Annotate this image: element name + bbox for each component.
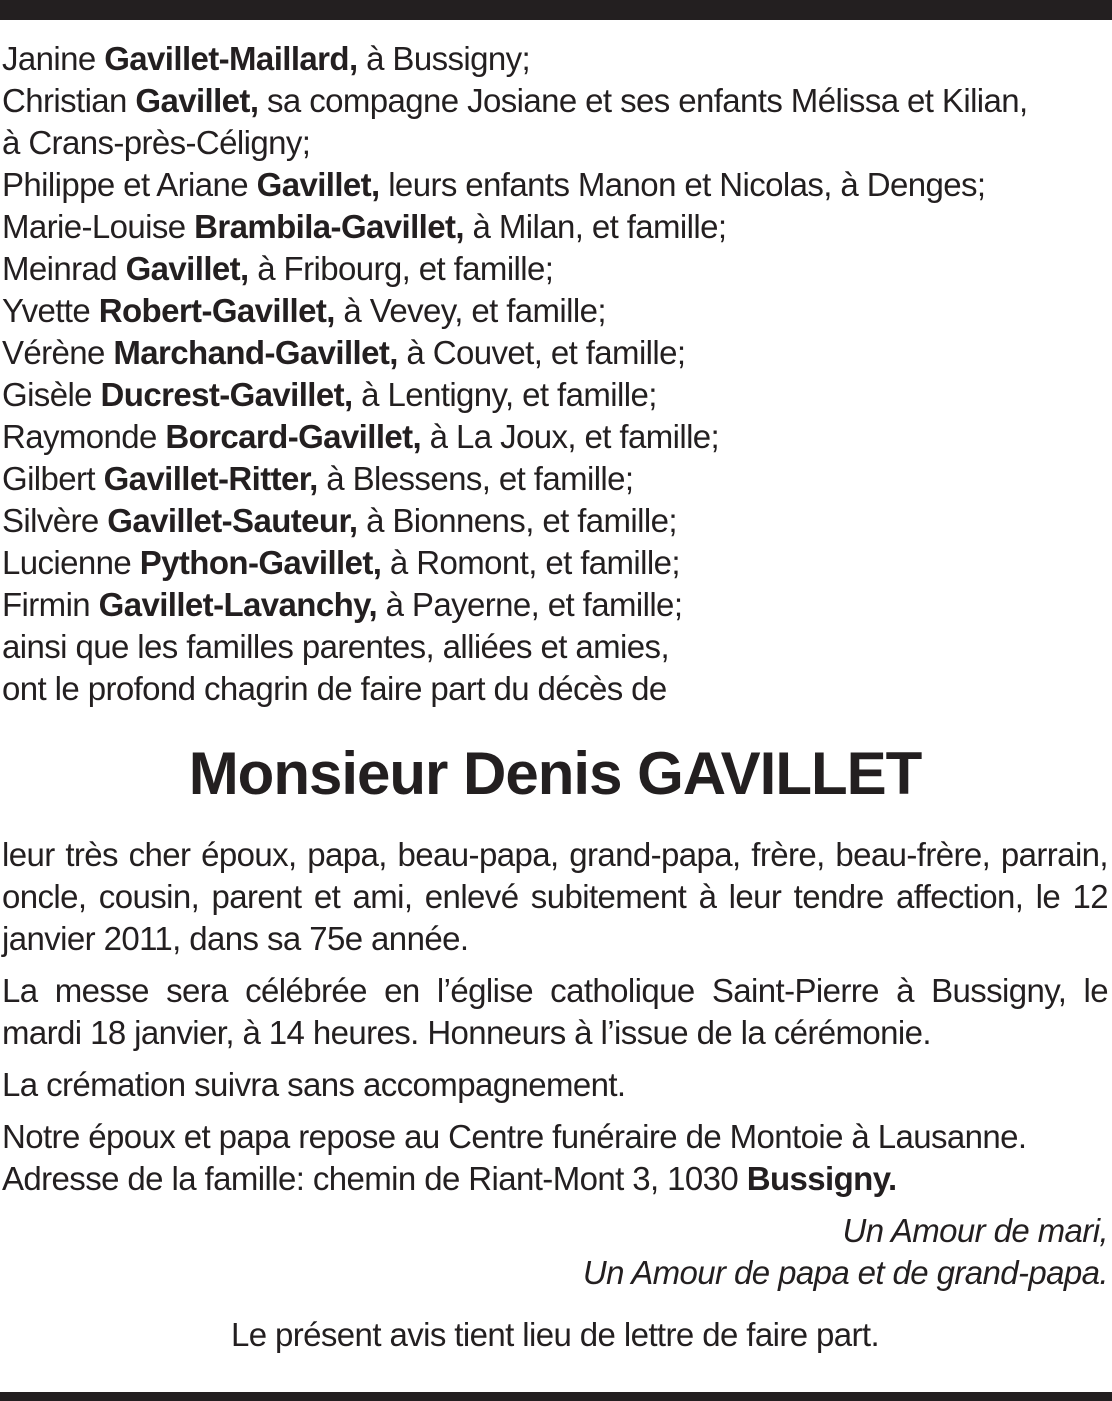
family-line	[2, 458, 1108, 500]
obituary-notice	[2, 38, 1108, 1356]
line-text: à Payerne, et famille;	[385, 586, 683, 623]
surname: Robert-Gavillet,	[98, 292, 335, 329]
family-line	[2, 206, 1108, 248]
given-name: Christian	[2, 82, 127, 119]
family-line	[2, 164, 1108, 206]
given-name: Meinrad	[2, 250, 118, 287]
quote-line-1: Un Amour de mari,	[842, 1212, 1108, 1249]
family-line	[2, 80, 1108, 122]
given-name: Janine	[2, 40, 96, 77]
line-text: ont le profond chagrin de faire part du décès de	[2, 670, 667, 707]
line-text: à Blessens, et famille;	[326, 460, 634, 497]
surname: Gavillet,	[256, 166, 380, 203]
line-text: à Bionnens, et famille;	[366, 502, 677, 539]
surname: Gavillet-Maillard,	[104, 40, 358, 77]
quote-line-2: Un Amour de papa et de grand-papa.	[582, 1254, 1108, 1291]
given-name: Gilbert	[2, 460, 95, 497]
line-text: à Romont, et famille;	[389, 544, 680, 581]
family-line	[2, 248, 1108, 290]
line-text: à Bussigny;	[366, 40, 531, 77]
family-line	[2, 584, 1108, 626]
family-address	[2, 1158, 1108, 1200]
family-line	[2, 668, 1108, 710]
family-line	[2, 122, 1108, 164]
line-text: à Couvet, et famille;	[406, 334, 686, 371]
given-name: Yvette	[2, 292, 91, 329]
surname: Gavillet-Lavanchy,	[98, 586, 378, 623]
address-city: Bussigny.	[746, 1160, 897, 1197]
family-line	[2, 332, 1108, 374]
surname: Borcard-Gavillet,	[165, 418, 422, 455]
family-line	[2, 416, 1108, 458]
line-text: à Fribourg, et famille;	[257, 250, 554, 287]
line-text: sa compagne Josiane et ses enfants Mélissa et Kilian,	[266, 82, 1028, 119]
line-text: à Vevey, et famille;	[343, 292, 606, 329]
given-name: Marie-Louise	[2, 208, 186, 245]
surname: Marchand-Gavillet,	[113, 334, 398, 371]
given-name: Vérène	[2, 334, 105, 371]
closing-note: Le présent avis tient lieu de lettre de faire part.	[230, 1316, 880, 1353]
cremation-paragraph: La crémation suivra sans accompagnement.	[2, 1066, 626, 1103]
line-text: à Crans-près-Céligny;	[2, 124, 311, 161]
surname: Gavillet,	[135, 82, 259, 119]
given-name: Gisèle	[2, 376, 92, 413]
rest-place-line: Notre époux et papa repose au Centre funéraire de Montoie à Lausanne.	[2, 1118, 1027, 1155]
tribute-quote	[2, 1210, 1108, 1294]
line-text: leurs enfants Manon et Nicolas, à Denges;	[388, 166, 986, 203]
family-line	[2, 626, 1108, 668]
address-prefix: Adresse de la famille: chemin de Riant-Mont 3, 1030	[2, 1160, 739, 1197]
surname: Ducrest-Gavillet,	[100, 376, 353, 413]
given-name: Philippe et Ariane	[2, 166, 249, 203]
family-line	[2, 38, 1108, 80]
family-line	[2, 542, 1108, 584]
mass-paragraph: La messe sera célébrée en l’église catholique Saint-Pierre à Bussigny, le mardi 18 janvier, à 14 heures. Honneurs à l’issue de la cérémonie.	[2, 972, 1108, 1051]
family-line	[2, 290, 1108, 332]
given-name: Firmin	[2, 586, 91, 623]
line-text: à La Joux, et famille;	[429, 418, 720, 455]
line-text: ainsi que les familles parentes, alliées et amies,	[2, 628, 670, 665]
family-line	[2, 374, 1108, 416]
surname: Gavillet-Sauteur,	[107, 502, 358, 539]
line-text: à Lentigny, et famille;	[361, 376, 657, 413]
tribute-paragraph: leur très cher époux, papa, beau-papa, grand-papa, frère, beau-frère, parrain, oncle, cousin, parent et ami, enlevé subitement à leur tendre affection, le 12 janvier 2011, dans sa 75e année.	[2, 836, 1108, 957]
surname: Python-Gavillet,	[139, 544, 382, 581]
surname: Gavillet,	[125, 250, 249, 287]
given-name: Silvère	[2, 502, 99, 539]
deceased-name: Monsieur Denis GAVILLET	[188, 740, 922, 807]
top-rule	[0, 0, 1112, 20]
family-line	[2, 500, 1108, 542]
given-name: Raymonde	[2, 418, 157, 455]
line-text: à Milan, et famille;	[472, 208, 727, 245]
surname: Gavillet-Ritter,	[103, 460, 318, 497]
given-name: Lucienne	[2, 544, 132, 581]
bottom-rule	[0, 1392, 1112, 1401]
surname: Brambila-Gavillet,	[194, 208, 464, 245]
family-list	[2, 38, 1108, 710]
